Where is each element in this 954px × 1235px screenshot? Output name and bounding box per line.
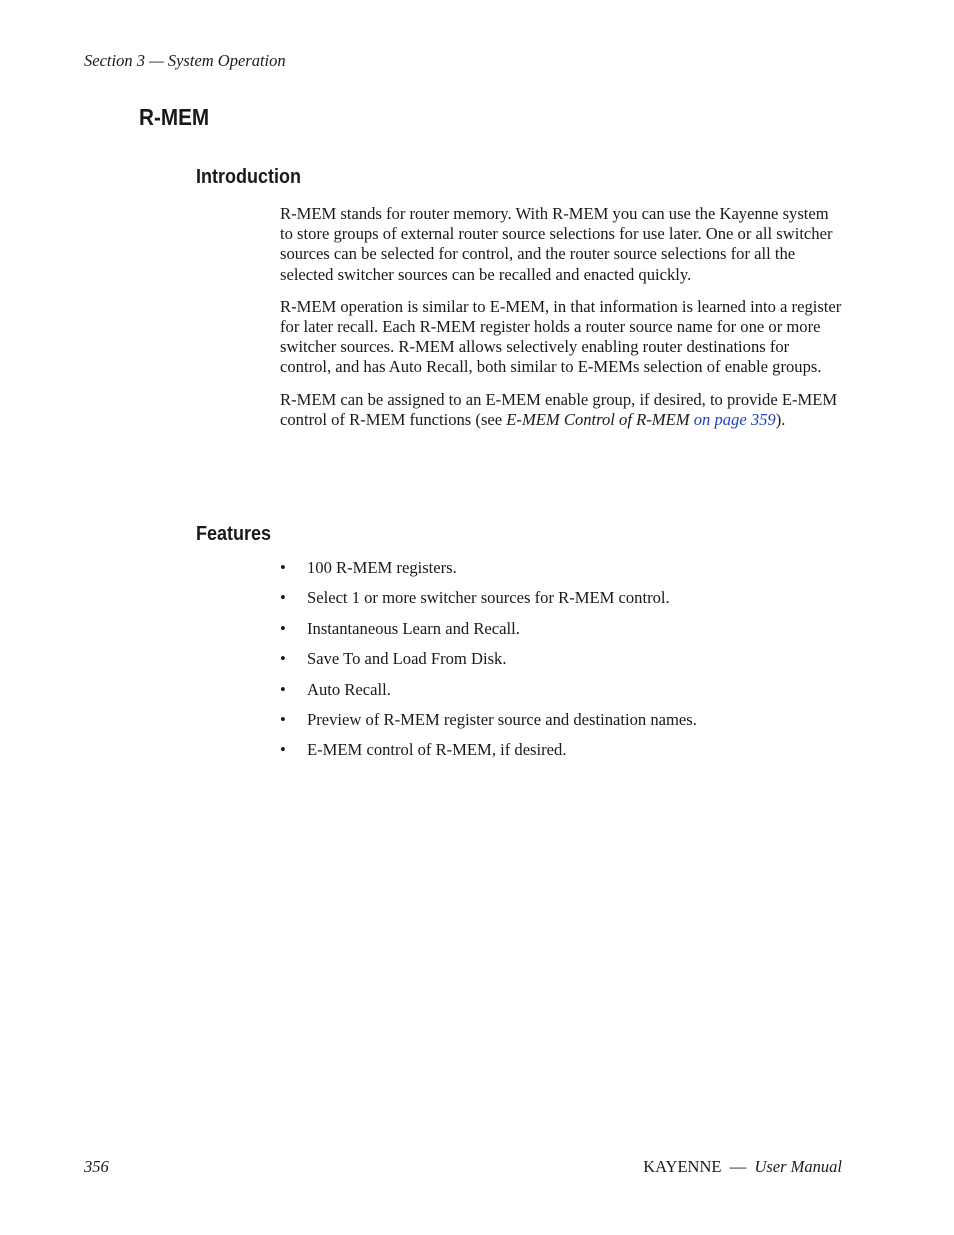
introduction-heading: Introduction [196,166,301,188]
list-item [280,740,842,760]
list-item [280,649,842,669]
list-item-text: Select 1 or more switcher sources for R-MEM control. [307,588,670,608]
list-item [280,558,842,578]
footer-title [643,1157,842,1177]
bullet-icon: • [280,709,286,729]
page-link[interactable]: on page 359 [689,409,776,429]
bullet-icon: • [280,558,286,577]
xref-title: E-MEM Control of R-MEM [506,409,690,429]
list-item [280,588,842,608]
page-number: 356 [84,1157,109,1176]
introduction-body [280,204,842,442]
features-list [280,558,842,771]
bullet-icon: • [280,588,286,608]
list-item [280,619,842,639]
list-item [280,680,842,700]
list-item-text: Preview of R-MEM register source and destination names. [307,709,697,729]
intro-paragraph-2: R-MEM operation is similar to E-MEM, in that information is learned into a register for later recall. Each R-MEM register holds a router source name for one or more switcher sources. R-MEM allows selectively enabling router destinations for control, and has Auto Recall, both similar to E-MEMs selection of enable groups. [280,296,842,377]
list-item-text: Instantaneous Learn and Recall. [307,618,520,638]
paragraph-3-text: R-MEM can be assigned to an E-MEM enable group, if desired, to provide E-MEM control of R-MEM functions (see [280,389,838,429]
section-title: R-MEM [139,104,210,130]
list-item-text: E-MEM control of R-MEM, if desired. [307,740,567,760]
bullet-icon: • [280,618,286,638]
list-item-text: Save To and Load From Disk. [307,649,507,669]
list-item-text: Auto Recall. [307,679,391,699]
footer-separator: — [729,1157,747,1176]
list-item [280,710,842,730]
product-name: KAYENNE [643,1157,722,1176]
features-heading: Features [196,523,272,545]
bullet-icon: • [280,679,286,699]
intro-paragraph-3 [280,390,842,430]
running-header: Section 3 — System Operation [84,51,286,70]
manual-title: User Manual [754,1157,842,1176]
list-item-text: 100 R-MEM registers. [307,558,457,577]
bullet-icon: • [280,649,286,669]
paragraph-3-close: ). [775,409,786,429]
bullet-icon: • [280,740,286,760]
intro-paragraph-1: R-MEM stands for router memory. With R-MEM you can use the Kayenne system to store groups of external router source selections for use later. One or all switcher sources can be selected for control, and the router source selections for all the selected switcher sources can be recalled and enacted quickly. [280,204,833,284]
